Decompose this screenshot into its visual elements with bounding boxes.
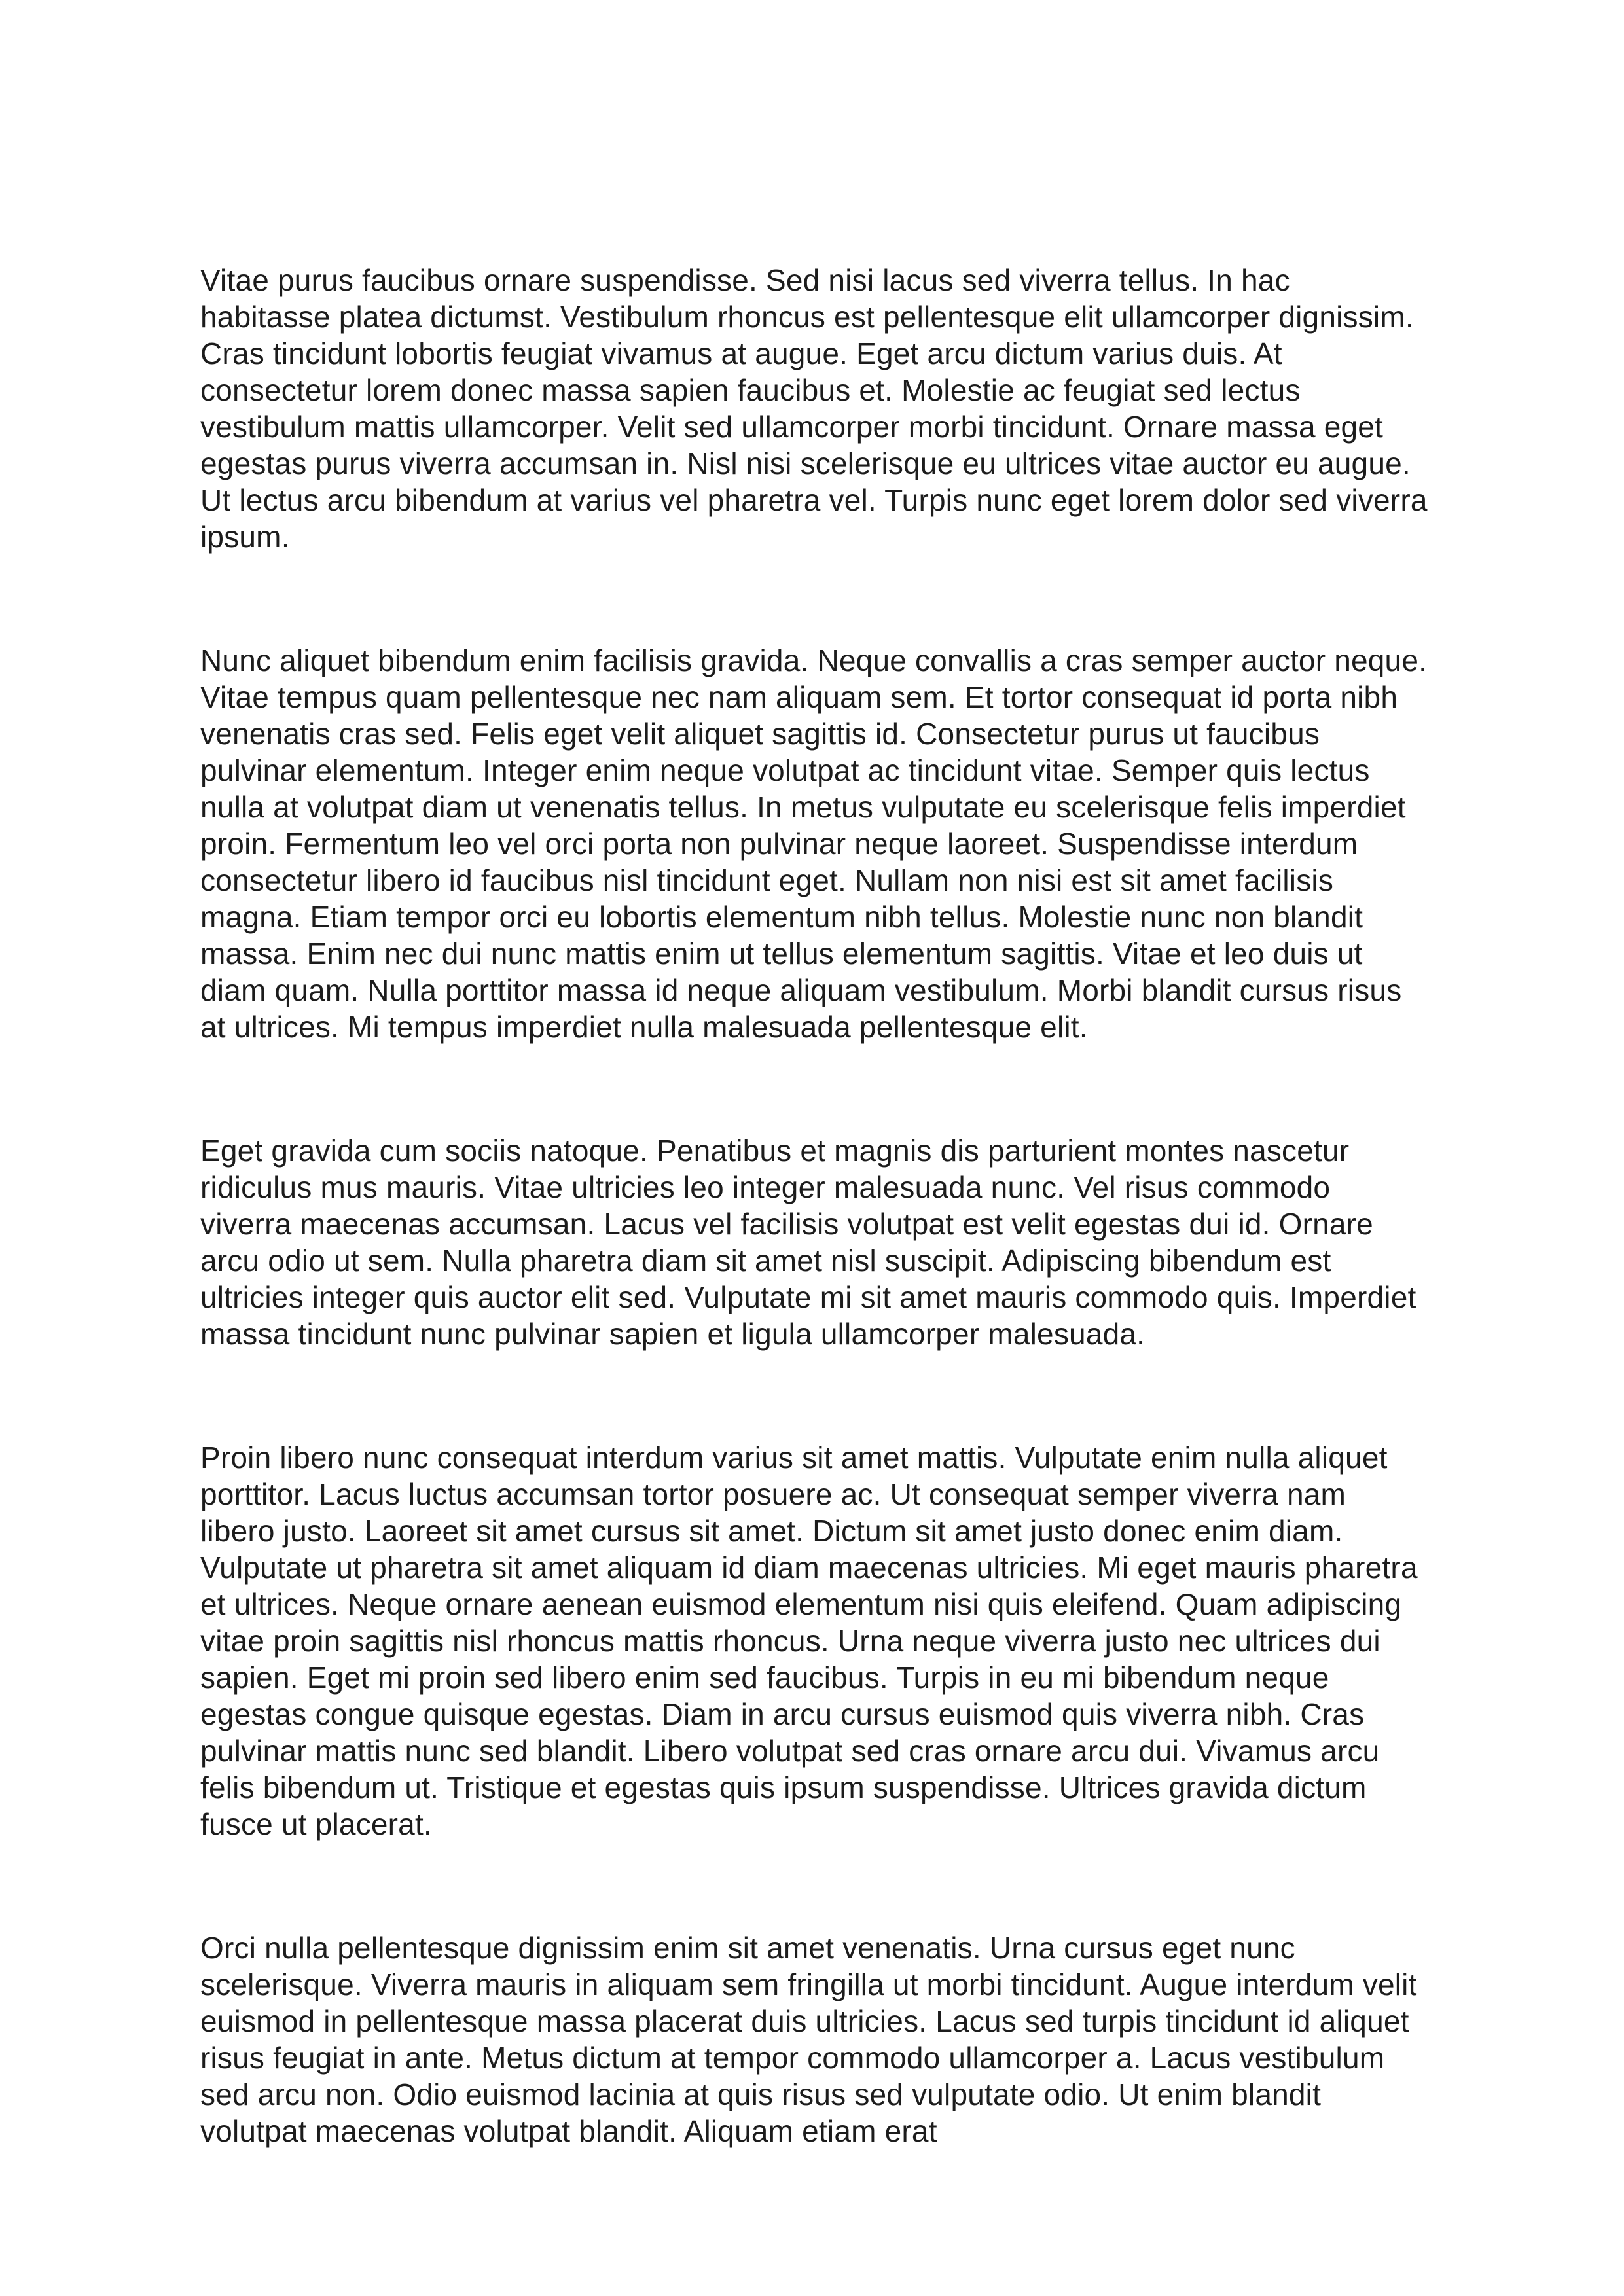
paragraph: Orci nulla pellentesque dignissim enim sit amet venenatis. Urna cursus eget nunc scelerisque. Viverra mauris in aliquam sem fringilla ut morbi tincidunt. Augue interdum velit euismod in pellentesque massa placerat duis ultricies. Lacus sed turpis tincidunt id aliquet risus feugiat in ante. Metus dictum at tempor commodo ullamcorper a. Lacus vestibulum sed arcu non. Odio euismod lacinia at quis risus sed vulputate odio. Ut enim blandit volutpat maecenas volutpat blandit. Aliquam etiam erat <box>200 1931 1417 2148</box>
paragraph: Nunc aliquet bibendum enim facilisis gravida. Neque convallis a cras semper auctor neque. Vitae tempus quam pellentesque nec nam aliquam sem. Et tortor consequat id porta nibh venenatis cras sed. Felis eget velit aliquet sagittis id. Consectetur purus ut faucibus pulvinar elementum. Integer enim neque volutpat ac tincidunt vitae. Semper quis lectus nulla at volutpat diam ut venenatis tellus. In metus vulputate eu scelerisque felis imperdiet proin. Fermentum leo vel orci porta non pulvinar neque laoreet. Suspendisse interdum consectetur libero id faucibus nisl tincidunt eget. Nullam non nisi est sit amet facilisis magna. Etiam tempor orci eu lobortis elementum nibh tellus. Molestie nunc non blandit massa. Enim nec dui nunc mattis enim ut tellus elementum sagittis. Vitae et leo duis ut diam quam. Nulla porttitor massa id neque aliquam vestibulum. Morbi blandit cursus risus at ultrices. Mi tempus imperdiet nulla malesuada pellentesque elit. <box>200 643 1428 1044</box>
paragraph: Vitae purus faucibus ornare suspendisse. Sed nisi lacus sed viverra tellus. In hac habitasse platea dictumst. Vestibulum rhoncus est pellentesque elit ullamcorper dignissim. Cras tincidunt lobortis feugiat vivamus at augue. Eget arcu dictum varius duis. At consectetur lorem donec massa sapien faucibus et. Molestie ac feugiat sed lectus vestibulum mattis ullamcorper. Velit sed ullamcorper morbi tincidunt. Ornare massa eget egestas purus viverra accumsan in. Nisl nisi scelerisque eu ultrices vitae auctor eu augue. Ut lectus arcu bibendum at varius vel pharetra vel. Turpis nunc eget lorem dolor sed viverra ipsum. <box>200 263 1428 554</box>
paragraph: Proin libero nunc consequat interdum varius sit amet mattis. Vulputate enim nulla aliquet porttitor. Lacus luctus accumsan tortor posuere ac. Ut consequat semper viverra nam libero justo. Laoreet sit amet cursus sit amet. Dictum sit amet justo donec enim diam. Vulputate ut pharetra sit amet aliquam id diam maecenas ultricies. Mi eget mauris pharetra et ultrices. Neque ornare aenean euismod elementum nisi quis eleifend. Quam adipiscing vitae proin sagittis nisl rhoncus mattis rhoncus. Urna neque viverra justo nec ultrices dui sapien. Eget mi proin sed libero enim sed faucibus. Turpis in eu mi bibendum neque egestas congue quisque egestas. Diam in arcu cursus euismod quis viverra nibh. Cras pulvinar mattis nunc sed blandit. Libero volutpat sed cras ornare arcu dui. Vivamus arcu felis bibendum ut. Tristique et egestas quis ipsum suspendisse. Ultrices gravida dictum fusce ut placerat. <box>200 1441 1418 1841</box>
paragraph: Eget gravida cum sociis natoque. Penatibus et magnis dis parturient montes nascetur ridiculus mus mauris. Vitae ultricies leo integer malesuada nunc. Vel risus commodo viverra maecenas accumsan. Lacus vel facilisis volutpat est velit egestas dui id. Ornare arcu odio ut sem. Nulla pharetra diam sit amet nisl suscipit. Adipiscing bibendum est ultricies integer quis auctor elit sed. Vulputate mi sit amet mauris commodo quis. Imperdiet massa tincidunt nunc pulvinar sapien et ligula ullamcorper malesuada. <box>200 1134 1416 1351</box>
document-body <box>200 262 1428 2149</box>
